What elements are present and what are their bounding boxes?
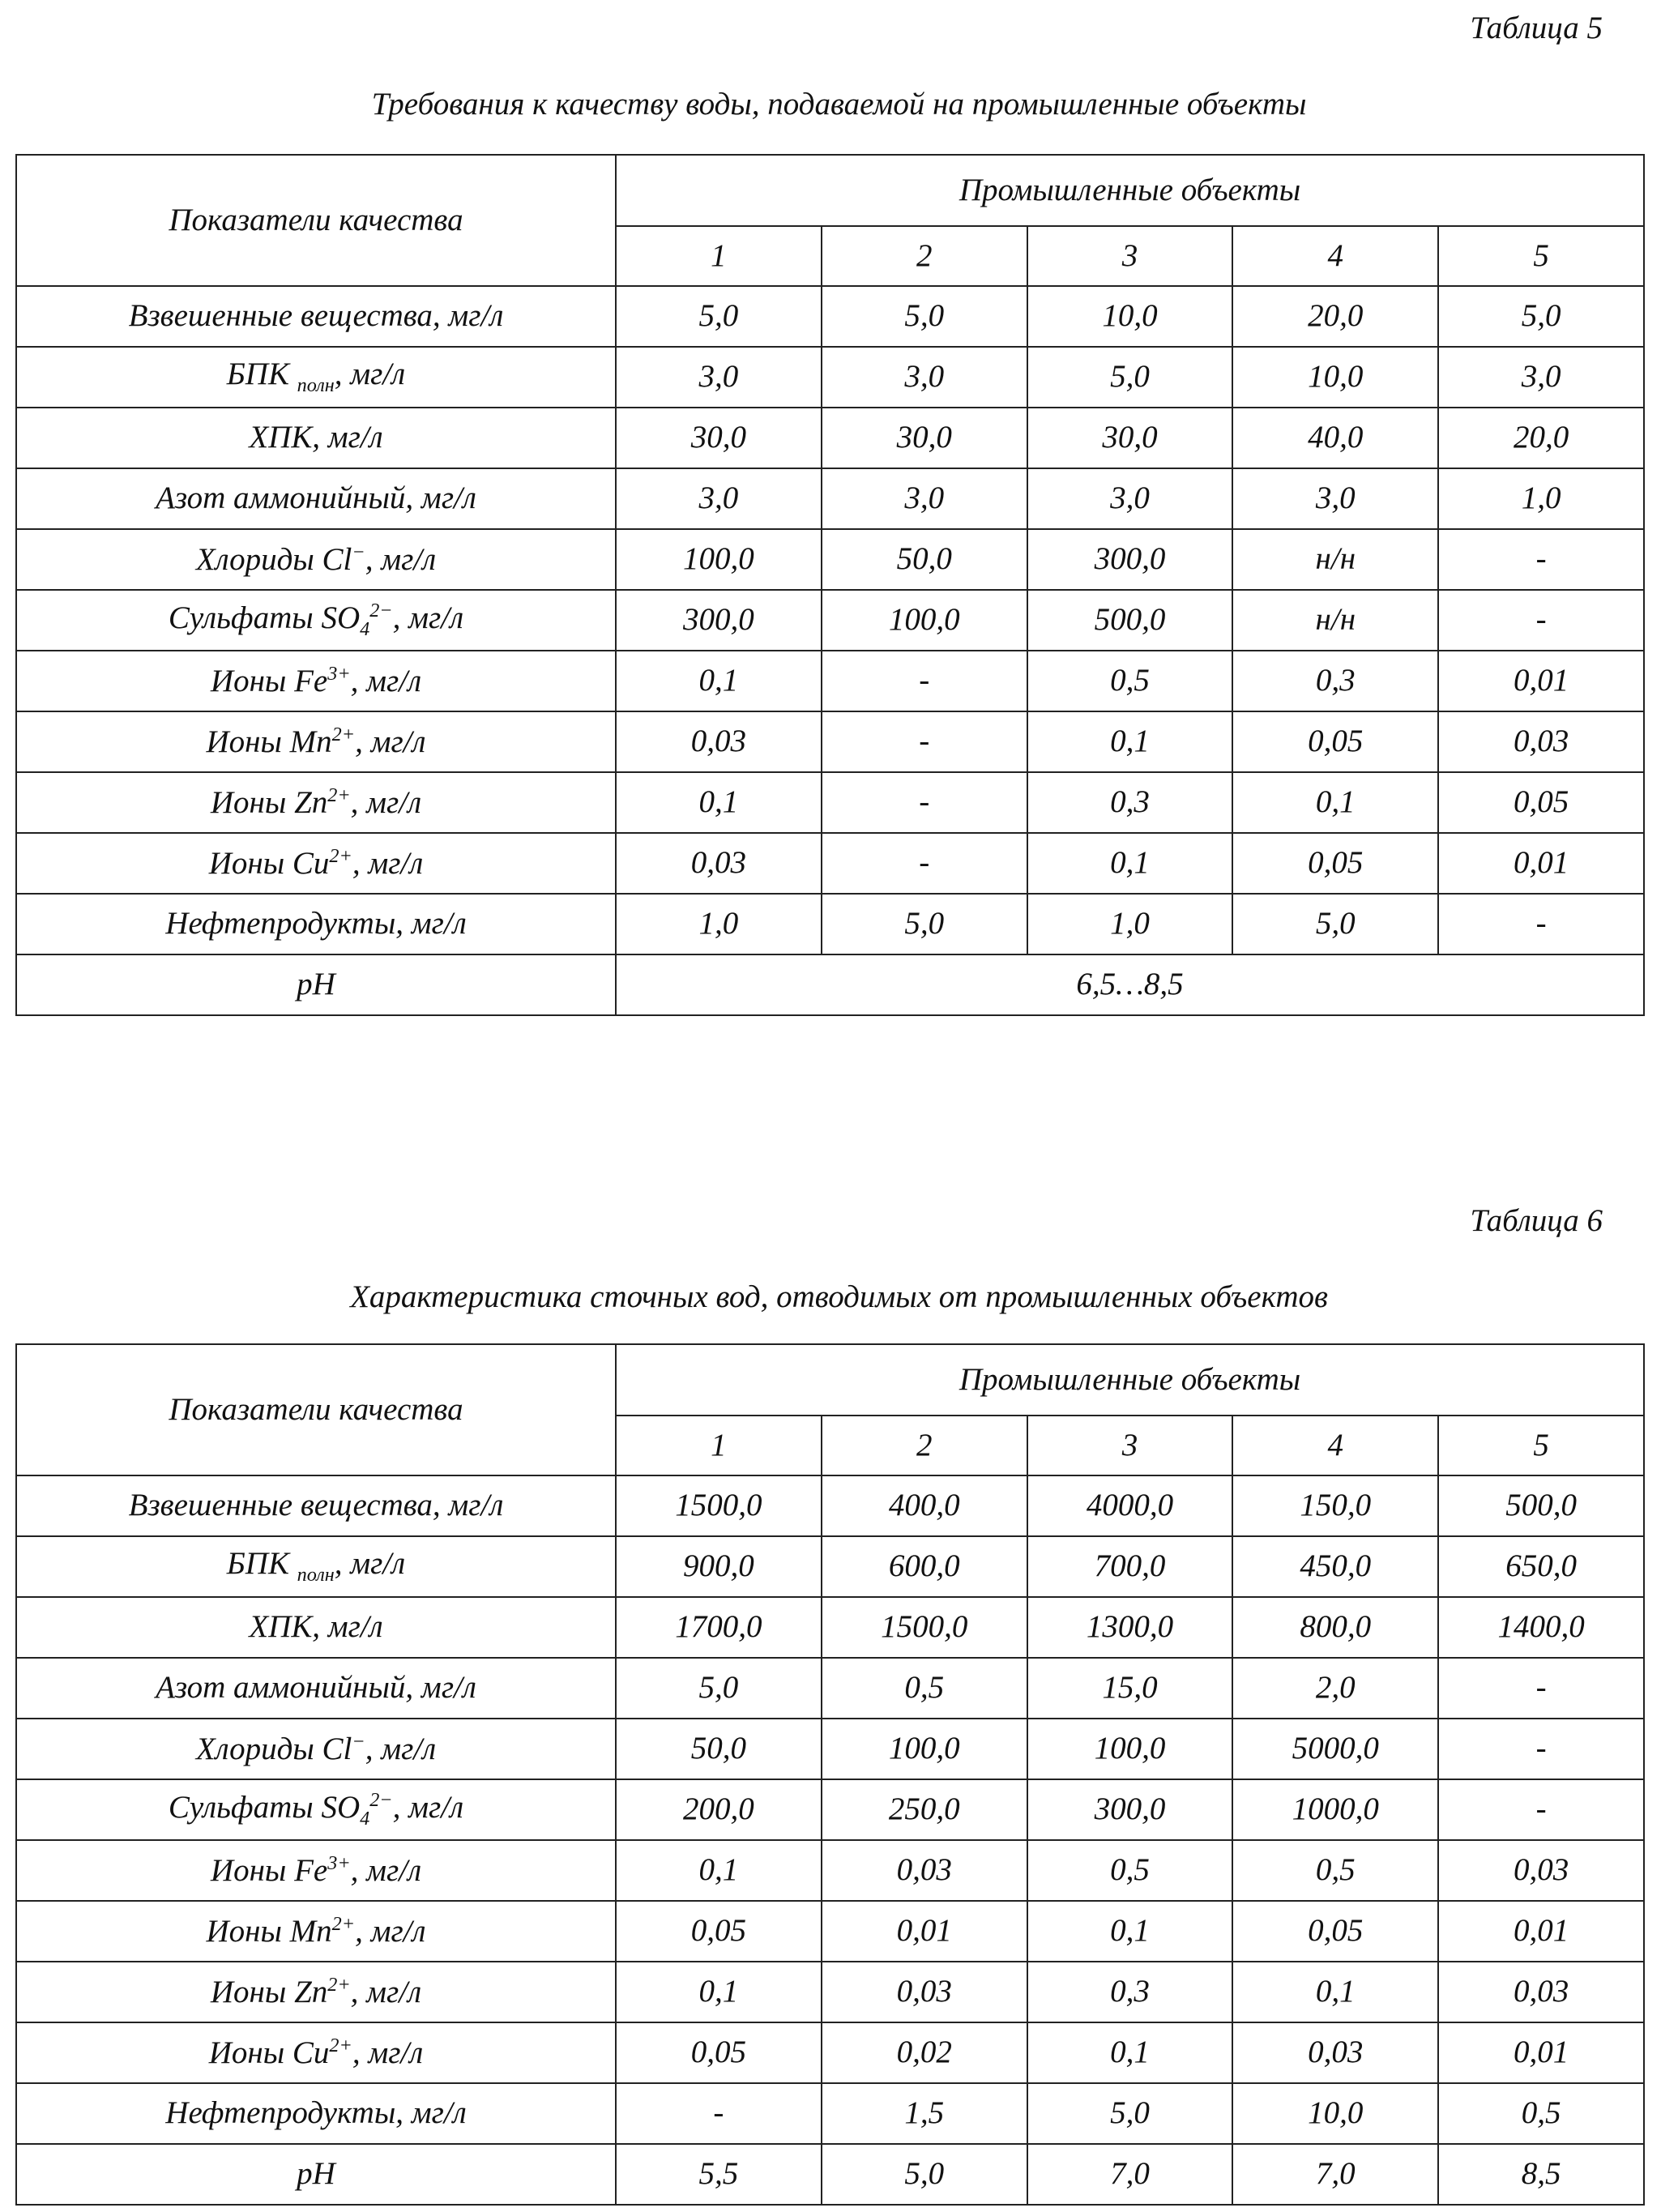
indicator-label xyxy=(16,590,616,651)
table-row xyxy=(16,408,1644,468)
table6-col-4: 4 xyxy=(1232,1416,1438,1475)
indicator-name: Ионы xyxy=(208,845,285,881)
indicator-formula xyxy=(169,600,463,640)
value-cell: 0,01 xyxy=(1438,1901,1644,1962)
indicator-name: Сульфаты xyxy=(168,1789,314,1825)
table6-indicators-header: Показатели качества xyxy=(16,1344,616,1475)
indicator-subscript: полн xyxy=(297,374,335,397)
value-cell: 1000,0 xyxy=(1232,1779,1438,1840)
table-row xyxy=(16,529,1644,590)
value-cell: 0,3 xyxy=(1027,1962,1233,2022)
ion-charge: 2+ xyxy=(329,844,352,867)
value-cell: н/н xyxy=(1232,590,1438,651)
value-cell: 0,03 xyxy=(616,833,822,894)
indicator-label xyxy=(16,1901,616,1962)
value-cell: - xyxy=(1438,590,1644,651)
table-row xyxy=(16,772,1644,833)
value-cell: 200,0 xyxy=(616,1779,822,1840)
indicator-unit: , мг/л xyxy=(352,2035,424,2070)
indicator-label xyxy=(16,1536,616,1597)
indicator-formula xyxy=(196,542,436,578)
value-cell: - xyxy=(1438,529,1644,590)
value-cell: 1500,0 xyxy=(616,1475,822,1536)
indicator-unit: , мг/л xyxy=(355,724,426,759)
value-cell: 0,1 xyxy=(1027,2022,1233,2083)
indicator-unit: , мг/л xyxy=(365,541,437,577)
ion-charge: 2− xyxy=(369,599,393,621)
indicator-unit: , мг/л xyxy=(365,1731,437,1766)
value-cell: 300,0 xyxy=(1027,529,1233,590)
value-cell: 100,0 xyxy=(616,529,822,590)
ion-charge: 3+ xyxy=(327,662,351,685)
value-cell: 0,1 xyxy=(1232,1962,1438,2022)
indicator-name: БПК xyxy=(226,357,289,392)
table-row xyxy=(16,1536,1644,1597)
ion-subscript: 4 xyxy=(360,1807,370,1830)
value-cell: 1,0 xyxy=(616,894,822,954)
table5-col-5: 5 xyxy=(1438,226,1644,286)
indicator-unit: , мг/л xyxy=(350,784,422,820)
indicator-label xyxy=(16,1840,616,1901)
value-cell: 0,05 xyxy=(616,2022,822,2083)
value-cell: 10,0 xyxy=(1232,347,1438,408)
value-cell: н/н xyxy=(1232,529,1438,590)
value-cell: 15,0 xyxy=(1027,1658,1233,1719)
value-cell: 450,0 xyxy=(1232,1536,1438,1597)
indicator-name: Ионы xyxy=(210,1974,287,2009)
indicator-label: Нефтепродукты, мг/л xyxy=(16,2083,616,2144)
value-cell: 900,0 xyxy=(616,1536,822,1597)
table-row xyxy=(16,833,1644,894)
value-cell: 1700,0 xyxy=(616,1597,822,1658)
value-cell: 0,1 xyxy=(1232,772,1438,833)
indicator-name: Ионы xyxy=(210,1852,287,1888)
value-cell: 0,03 xyxy=(1438,1840,1644,1901)
value-cell: 20,0 xyxy=(1438,408,1644,468)
table-row xyxy=(16,1658,1644,1719)
indicator-name: Хлориды xyxy=(195,1731,314,1766)
value-cell: - xyxy=(1438,1779,1644,1840)
value-cell: 1300,0 xyxy=(1027,1597,1233,1658)
value-cell: 5,0 xyxy=(822,894,1027,954)
indicator-name: Ионы xyxy=(208,2035,285,2070)
indicator-name: Ионы xyxy=(206,724,282,759)
table-row xyxy=(16,2083,1644,2144)
indicator-formula xyxy=(211,1853,421,1889)
value-cell: 500,0 xyxy=(1438,1475,1644,1536)
value-cell: 100,0 xyxy=(822,1719,1027,1779)
table-row xyxy=(16,1475,1644,1536)
value-cell: 150,0 xyxy=(1232,1475,1438,1536)
ion-symbol: SO xyxy=(321,600,361,635)
value-cell: 20,0 xyxy=(1232,286,1438,347)
table-row xyxy=(16,468,1644,529)
value-cell: 10,0 xyxy=(1027,286,1233,347)
value-cell: 3,0 xyxy=(1232,468,1438,529)
indicator-formula xyxy=(211,664,421,699)
value-cell: 0,5 xyxy=(1027,1840,1233,1901)
value-cell: 650,0 xyxy=(1438,1536,1644,1597)
value-cell: 0,5 xyxy=(822,1658,1027,1719)
ion-charge: 2+ xyxy=(329,2034,352,2056)
value-cell: 0,03 xyxy=(1232,2022,1438,2083)
table-row-ph xyxy=(16,954,1644,1015)
table-row xyxy=(16,1719,1644,1779)
value-cell: - xyxy=(822,651,1027,711)
table-row xyxy=(16,711,1644,772)
indicator-formula xyxy=(211,785,421,821)
table6-col-2: 2 xyxy=(822,1416,1027,1475)
table5-col-3: 3 xyxy=(1027,226,1233,286)
ion-charge: 2+ xyxy=(327,1973,351,1996)
indicator-name: Ионы xyxy=(210,784,287,820)
table6-col-1: 1 xyxy=(616,1416,822,1475)
indicator-formula xyxy=(206,1914,425,1949)
indicator-formula xyxy=(206,724,425,760)
value-cell: 0,1 xyxy=(1027,711,1233,772)
value-cell: 4000,0 xyxy=(1027,1475,1233,1536)
table-row xyxy=(16,1962,1644,2022)
table6-number: Таблица 6 xyxy=(1470,1203,1603,1238)
value-cell: 1400,0 xyxy=(1438,1597,1644,1658)
ion-symbol: Cl xyxy=(322,1731,352,1766)
table-row xyxy=(16,894,1644,954)
indicator-label: Нефтепродукты, мг/л xyxy=(16,894,616,954)
indicator-label xyxy=(16,1962,616,2022)
value-cell: 3,0 xyxy=(616,468,822,529)
ion-symbol: Mn xyxy=(289,724,332,759)
value-cell: 1500,0 xyxy=(822,1597,1027,1658)
indicator-formula xyxy=(169,1790,463,1830)
value-cell: 40,0 xyxy=(1232,408,1438,468)
value-cell: 0,05 xyxy=(1232,833,1438,894)
value-cell: 800,0 xyxy=(1232,1597,1438,1658)
value-cell: - xyxy=(822,833,1027,894)
table5-indicators-header: Показатели качества xyxy=(16,155,616,286)
value-cell: 5,0 xyxy=(616,1658,822,1719)
table-row xyxy=(16,651,1644,711)
ion-symbol: Cu xyxy=(292,845,330,881)
value-cell: 0,03 xyxy=(822,1962,1027,2022)
indicator-label: pH xyxy=(16,2144,616,2205)
ion-charge: 3+ xyxy=(327,1851,351,1874)
indicator-label xyxy=(16,833,616,894)
ion-symbol: Fe xyxy=(294,663,328,698)
table-row xyxy=(16,1840,1644,1901)
ion-symbol: SO xyxy=(321,1789,361,1825)
indicator-label: ХПК, мг/л xyxy=(16,408,616,468)
indicator-label: Азот аммонийный, мг/л xyxy=(16,1658,616,1719)
value-cell: 5,0 xyxy=(822,286,1027,347)
indicator-formula xyxy=(196,1732,436,1767)
ion-symbol: Fe xyxy=(294,1852,328,1888)
value-cell: 0,03 xyxy=(1438,1962,1644,2022)
value-cell: - xyxy=(616,2083,822,2144)
value-cell: 0,1 xyxy=(616,1840,822,1901)
table-row xyxy=(16,286,1644,347)
value-cell: 5000,0 xyxy=(1232,1719,1438,1779)
ion-charge: 2+ xyxy=(327,784,351,806)
ph-range-cell: 6,5…8,5 xyxy=(616,954,1644,1015)
value-cell: 0,3 xyxy=(1027,772,1233,833)
value-cell: 50,0 xyxy=(616,1719,822,1779)
value-cell: - xyxy=(822,772,1027,833)
value-cell: 0,03 xyxy=(822,1840,1027,1901)
indicator-name: БПК xyxy=(226,1546,289,1582)
table5-col-1: 1 xyxy=(616,226,822,286)
value-cell: 5,0 xyxy=(822,2144,1027,2205)
value-cell: 0,5 xyxy=(1232,1840,1438,1901)
value-cell: - xyxy=(822,711,1027,772)
indicator-label xyxy=(16,772,616,833)
value-cell: 0,05 xyxy=(1232,711,1438,772)
value-cell: 3,0 xyxy=(822,347,1027,408)
ion-charge: − xyxy=(352,1730,365,1753)
table-row xyxy=(16,1779,1644,1840)
value-cell: 0,03 xyxy=(616,711,822,772)
value-cell: 3,0 xyxy=(616,347,822,408)
value-cell: 3,0 xyxy=(822,468,1027,529)
value-cell: 0,5 xyxy=(1438,2083,1644,2144)
value-cell: 500,0 xyxy=(1027,590,1233,651)
table-row xyxy=(16,1901,1644,1962)
indicator-name: Ионы xyxy=(206,1913,282,1949)
indicator-unit: , мг/л xyxy=(392,600,464,635)
value-cell: 50,0 xyxy=(822,529,1027,590)
indicator-label: Взвешенные вещества, мг/л xyxy=(16,286,616,347)
value-cell: 700,0 xyxy=(1027,1536,1233,1597)
value-cell: 0,02 xyxy=(822,2022,1027,2083)
value-cell: - xyxy=(1438,894,1644,954)
indicator-name: Хлориды xyxy=(195,541,314,577)
value-cell: 0,01 xyxy=(1438,833,1644,894)
value-cell: 1,0 xyxy=(1027,894,1233,954)
table6-objects-header: Промышленные объекты xyxy=(616,1344,1644,1416)
indicator-subscript: полн xyxy=(297,1564,335,1586)
indicator-name: Сульфаты xyxy=(168,600,314,635)
value-cell: 7,0 xyxy=(1232,2144,1438,2205)
table6-col-5: 5 xyxy=(1438,1416,1644,1475)
table-row xyxy=(16,1597,1644,1658)
value-cell: 0,1 xyxy=(616,1962,822,2022)
value-cell: 5,0 xyxy=(1232,894,1438,954)
table5-title: Требования к качеству воды, подаваемой на промышленные объекты xyxy=(371,87,1307,122)
indicator-label xyxy=(16,651,616,711)
value-cell: 30,0 xyxy=(616,408,822,468)
value-cell: 0,01 xyxy=(822,1901,1027,1962)
value-cell: 3,0 xyxy=(1027,468,1233,529)
table6 xyxy=(15,1343,1645,2206)
table-row xyxy=(16,590,1644,651)
value-cell: 0,1 xyxy=(1027,1901,1233,1962)
table6-title: Характеристика сточных вод, отводимых от промышленных объектов xyxy=(350,1279,1328,1314)
value-cell: - xyxy=(1438,1658,1644,1719)
indicator-unit: , мг/л xyxy=(334,357,406,392)
indicator-label xyxy=(16,711,616,772)
value-cell: 300,0 xyxy=(1027,1779,1233,1840)
ion-charge: 2+ xyxy=(331,1912,356,1935)
value-cell: 0,3 xyxy=(1232,651,1438,711)
value-cell: - xyxy=(1438,1719,1644,1779)
value-cell: 0,1 xyxy=(616,651,822,711)
value-cell: 2,0 xyxy=(1232,1658,1438,1719)
value-cell: 5,0 xyxy=(616,286,822,347)
value-cell: 0,1 xyxy=(1027,833,1233,894)
value-cell: 0,01 xyxy=(1438,651,1644,711)
value-cell: 0,05 xyxy=(616,1901,822,1962)
value-cell: 8,5 xyxy=(1438,2144,1644,2205)
table-row xyxy=(16,2022,1644,2083)
indicator-unit: , мг/л xyxy=(392,1789,464,1825)
value-cell: 5,5 xyxy=(616,2144,822,2205)
value-cell: 30,0 xyxy=(1027,408,1233,468)
indicator-label xyxy=(16,529,616,590)
value-cell: 1,5 xyxy=(822,2083,1027,2144)
value-cell: 0,05 xyxy=(1438,772,1644,833)
indicator-unit: , мг/л xyxy=(350,663,422,698)
indicator-formula xyxy=(209,2035,424,2071)
table5-number: Таблица 5 xyxy=(1470,11,1603,45)
indicator-label xyxy=(16,2022,616,2083)
indicator-formula xyxy=(211,1975,421,2010)
indicator-unit: , мг/л xyxy=(350,1974,422,2009)
table5-objects-header: Промышленные объекты xyxy=(616,155,1644,226)
table5-col-4: 4 xyxy=(1232,226,1438,286)
value-cell: 0,05 xyxy=(1232,1901,1438,1962)
value-cell: 1,0 xyxy=(1438,468,1644,529)
ion-symbol: Cl xyxy=(322,541,352,577)
value-cell: 100,0 xyxy=(1027,1719,1233,1779)
value-cell: 7,0 xyxy=(1027,2144,1233,2205)
value-cell: 5,0 xyxy=(1027,347,1233,408)
value-cell: 300,0 xyxy=(616,590,822,651)
value-cell: 100,0 xyxy=(822,590,1027,651)
value-cell: 5,0 xyxy=(1027,2083,1233,2144)
ion-charge: 2− xyxy=(369,1788,393,1811)
value-cell: 0,1 xyxy=(616,772,822,833)
ion-symbol: Zn xyxy=(294,1974,328,2009)
value-cell: 600,0 xyxy=(822,1536,1027,1597)
indicator-formula xyxy=(209,846,424,882)
indicator-label: Взвешенные вещества, мг/л xyxy=(16,1475,616,1536)
indicator-label xyxy=(16,347,616,408)
value-cell: 0,01 xyxy=(1438,2022,1644,2083)
value-cell: 5,0 xyxy=(1438,286,1644,347)
value-cell: 0,5 xyxy=(1027,651,1233,711)
ion-subscript: 4 xyxy=(360,617,370,640)
indicator-unit: , мг/л xyxy=(350,1852,422,1888)
value-cell: 30,0 xyxy=(822,408,1027,468)
indicator-label xyxy=(16,1719,616,1779)
indicator-unit: , мг/л xyxy=(355,1913,426,1949)
table-row xyxy=(16,347,1644,408)
indicator-formula xyxy=(227,357,405,396)
value-cell: 250,0 xyxy=(822,1779,1027,1840)
ion-symbol: Cu xyxy=(292,2035,330,2070)
indicator-label: pH xyxy=(16,954,616,1015)
table5 xyxy=(15,154,1645,1016)
indicator-label: Азот аммонийный, мг/л xyxy=(16,468,616,529)
value-cell: 3,0 xyxy=(1438,347,1644,408)
value-cell: 10,0 xyxy=(1232,2083,1438,2144)
ion-charge: − xyxy=(352,540,365,563)
table5-col-2: 2 xyxy=(822,226,1027,286)
indicator-label xyxy=(16,1779,616,1840)
value-cell: 0,03 xyxy=(1438,711,1644,772)
indicator-unit: , мг/л xyxy=(352,845,424,881)
indicator-label: ХПК, мг/л xyxy=(16,1597,616,1658)
value-cell: 400,0 xyxy=(822,1475,1027,1536)
table6-col-3: 3 xyxy=(1027,1416,1233,1475)
indicator-name: Ионы xyxy=(210,663,287,698)
indicator-unit: , мг/л xyxy=(334,1546,406,1582)
indicator-formula xyxy=(227,1547,405,1586)
ion-symbol: Mn xyxy=(289,1913,332,1949)
ion-symbol: Zn xyxy=(294,784,328,820)
ion-charge: 2+ xyxy=(331,723,356,745)
table-row-ph xyxy=(16,2144,1644,2205)
